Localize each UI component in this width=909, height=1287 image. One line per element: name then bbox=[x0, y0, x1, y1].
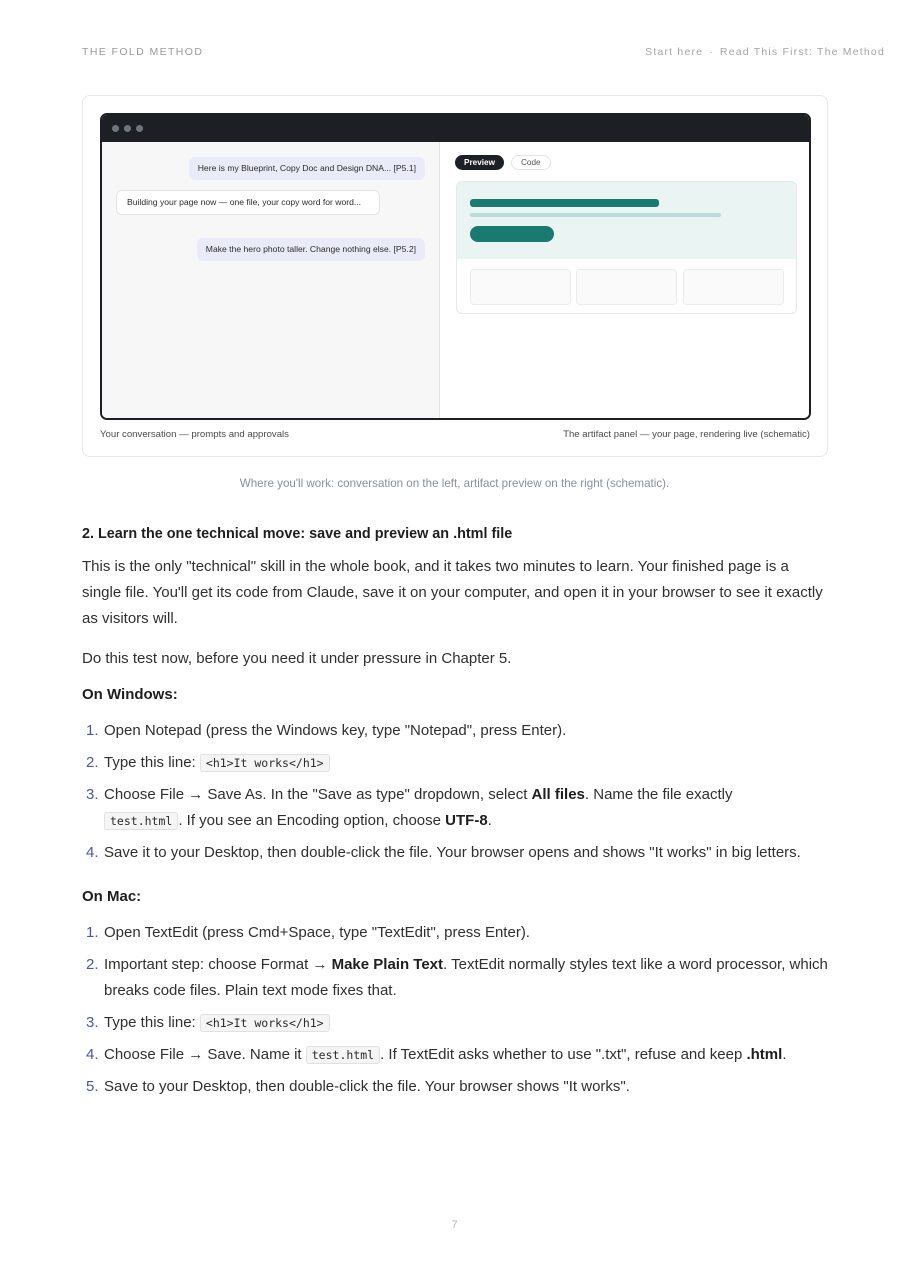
step-number: 1. bbox=[86, 722, 99, 739]
user-message-bubble: Make the hero photo taller. Change nothing else. [P5.2] bbox=[197, 238, 425, 261]
bold-term: All files bbox=[531, 786, 585, 803]
breadcrumb-separator: · bbox=[709, 46, 714, 58]
mock-feature-card bbox=[470, 269, 571, 305]
figure-caption: Where you'll work: conversation on the left, artifact preview on the right (schematic). bbox=[239, 477, 670, 490]
step-text: . Name the file exactly bbox=[584, 786, 733, 803]
code-snippet: test.html bbox=[306, 1046, 380, 1064]
list-item bbox=[82, 1010, 830, 1036]
step-text: . bbox=[487, 812, 492, 829]
artifact-pane bbox=[441, 142, 809, 418]
mock-hero-section bbox=[457, 182, 796, 259]
step-number: 1. bbox=[86, 924, 99, 941]
breadcrumb-chapter: Read This First: The Method bbox=[719, 46, 885, 58]
mac-steps bbox=[82, 920, 830, 1100]
artifact-pane-caption: The artifact panel — your page, rendering live (schematic) bbox=[563, 429, 810, 440]
step-number: 5. bbox=[86, 1078, 99, 1095]
bold-term: UTF-8 bbox=[445, 812, 488, 829]
step-number: 3. bbox=[86, 786, 99, 803]
step-text: . If you see an Encoding option, choose bbox=[178, 812, 446, 829]
test-now-paragraph: Do this test now, before you need it under pressure in Chapter 5. bbox=[82, 650, 512, 667]
window-dot-icon bbox=[112, 125, 119, 132]
step-text: Save it to your Desktop, then double-click the file. Your browser opens and shows "It works" in big letters. bbox=[104, 844, 801, 861]
step-text: . TextEdit normally styles text like a word processor, which breaks code files. Plain text mode fixes that. bbox=[104, 956, 828, 999]
mock-subhead-bar bbox=[470, 213, 721, 217]
workspace-figure bbox=[82, 95, 828, 457]
app-window-schematic bbox=[100, 113, 811, 420]
list-item bbox=[82, 840, 830, 866]
step-text: Important step: choose Format → bbox=[104, 956, 332, 973]
step-text: Open TextEdit (press Cmd+Space, type "TextEdit", press Enter). bbox=[104, 924, 530, 941]
section-content bbox=[82, 526, 830, 1122]
step-number: 4. bbox=[86, 1046, 99, 1063]
section-heading: 2. Learn the one technical move: save and preview an .html file bbox=[82, 526, 513, 542]
step-number: 2. bbox=[86, 754, 99, 771]
step-text: Open Notepad (press the Windows key, type "Notepad", press Enter). bbox=[104, 722, 567, 739]
step-number: 2. bbox=[86, 956, 99, 973]
list-item bbox=[82, 750, 830, 776]
mock-headline-bar bbox=[470, 199, 659, 207]
mac-heading: On Mac: bbox=[82, 888, 142, 905]
mock-feature-card bbox=[576, 269, 677, 305]
step-text: Choose File → Save. Name it bbox=[104, 1046, 306, 1063]
conversation-pane bbox=[102, 142, 440, 418]
code-snippet: <h1>It works</h1> bbox=[200, 754, 330, 772]
step-number: 3. bbox=[86, 1014, 99, 1031]
assistant-message-bubble: Building your page now — one file, your copy word for word... bbox=[116, 190, 380, 215]
step-text: Type this line: bbox=[104, 754, 196, 771]
list-item bbox=[82, 952, 830, 1004]
breadcrumb-section: Start here bbox=[645, 46, 704, 58]
window-dot-icon bbox=[136, 125, 143, 132]
tab-code: Code bbox=[511, 155, 551, 170]
step-number: 4. bbox=[86, 844, 99, 861]
tab-preview: Preview bbox=[455, 155, 504, 170]
chapter-breadcrumb bbox=[645, 46, 885, 58]
step-text: . If TextEdit asks whether to use ".txt", refuse and keep bbox=[380, 1046, 747, 1063]
step-text: Save to your Desktop, then double-click the file. Your browser shows "It works". bbox=[104, 1078, 630, 1095]
code-snippet: test.html bbox=[104, 812, 178, 830]
list-item bbox=[82, 718, 830, 744]
running-head bbox=[82, 46, 885, 60]
list-item bbox=[82, 1042, 830, 1068]
windows-heading: On Windows: bbox=[82, 686, 178, 703]
user-message-bubble: Here is my Blueprint, Copy Doc and Design DNA... [P5.1] bbox=[189, 157, 425, 180]
mock-cta-button bbox=[470, 226, 554, 242]
step-text: Choose File → Save As. In the "Save as type" dropdown, select bbox=[104, 786, 532, 803]
step-text: Type this line: bbox=[104, 1014, 196, 1031]
window-dot-icon bbox=[124, 125, 131, 132]
page-preview-schematic bbox=[456, 181, 797, 314]
bold-term: .html bbox=[746, 1046, 783, 1063]
bold-term: Make Plain Text bbox=[331, 956, 444, 973]
intro-paragraph: This is the only "technical" skill in the whole book, and it takes two minutes to learn. Your finished page is a single file. You'll get its code from Claude, save it on your computer, and open it in your browser to see it exactly as visitors will. bbox=[82, 558, 823, 627]
book-title: THE FOLD METHOD bbox=[82, 46, 204, 58]
page-number: 7 bbox=[451, 1219, 458, 1231]
conversation-pane-caption: Your conversation — prompts and approvals bbox=[100, 429, 289, 440]
mock-feature-card bbox=[683, 269, 784, 305]
list-item bbox=[82, 1074, 830, 1100]
list-item bbox=[82, 920, 830, 946]
list-item bbox=[82, 782, 830, 834]
code-snippet: <h1>It works</h1> bbox=[200, 1014, 330, 1032]
window-titlebar bbox=[102, 115, 809, 142]
step-text: . bbox=[782, 1046, 787, 1063]
windows-steps bbox=[82, 718, 830, 866]
